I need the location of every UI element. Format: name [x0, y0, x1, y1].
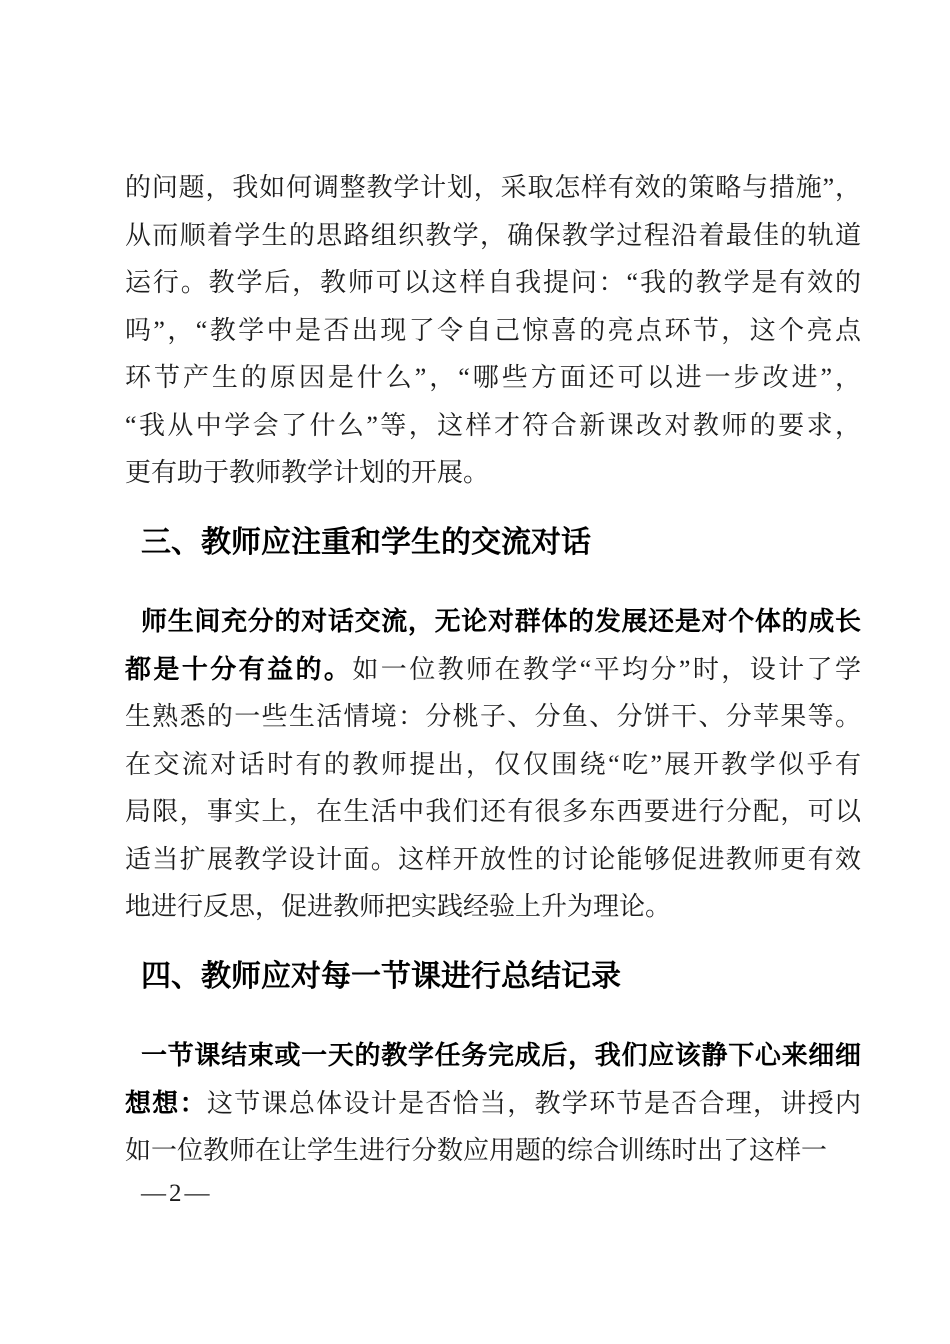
- body-text: 在交流对话时有的教师提出，仅仅围绕“吃”展开教学似乎有: [125, 749, 861, 779]
- section-heading: 四、教师应对每一节课进行总结记录: [141, 959, 621, 993]
- text-line: [125, 741, 861, 789]
- body-text: 生熟悉的一些生活情境：分桃子、分鱼、分饼干、分苹果等。: [125, 702, 861, 731]
- text-line: [125, 449, 861, 497]
- text-line: [125, 1032, 861, 1080]
- body-text: 局限，事实上，在生活中我们还有很多东西要进行分配，可以: [125, 797, 861, 826]
- text-line: [125, 259, 861, 307]
- paragraph: [125, 164, 861, 497]
- text-line: [125, 164, 861, 212]
- emphasis-text: 想想：: [125, 1087, 207, 1118]
- text-line: [125, 354, 861, 402]
- section-heading: 三、教师应注重和学生的交流对话: [141, 525, 591, 559]
- paragraph: [125, 1032, 861, 1175]
- paragraph: [125, 598, 861, 931]
- body-text: 运行。教学后，教师可以这样自我提问：“我的教学是有效的: [125, 268, 861, 297]
- text-line: [125, 212, 861, 260]
- document-content: [125, 164, 861, 1213]
- emphasis-text: 师生间充分的对话交流，无论对群体的发展还是对个体的成长: [141, 606, 861, 636]
- body-text: 地进行反思，促进教师把实践经验上升为理论。: [125, 892, 672, 921]
- body-text: 更有助于教师教学计划的开展。: [125, 458, 490, 487]
- text-line: [125, 883, 861, 931]
- text-line: [125, 693, 861, 741]
- text-line: [125, 1127, 861, 1175]
- body-text: 环节产生的原因是什么”，“哪些方面还可以进一步改进”，: [125, 363, 861, 392]
- emphasis-text: 一节课结束或一天的教学任务完成后，我们应该静下心来细细: [141, 1040, 861, 1070]
- body-text: 如一位教师在教学“平均分”时，设计了学: [352, 654, 861, 684]
- text-line: [125, 1080, 861, 1128]
- page-number: —2—: [141, 1179, 213, 1207]
- text-line: [125, 598, 861, 646]
- body-text: 如一位教师在让学生进行分数应用题的综合训练时出了这样一: [125, 1136, 828, 1165]
- text-line: [125, 402, 861, 450]
- text-line: [125, 836, 861, 884]
- body-text: “我从中学会了什么”等，这样才符合新课改对教师的要求，: [125, 410, 861, 440]
- body-text: 从而顺着学生的思路组织教学，确保教学过程沿着最佳的轨道: [125, 220, 861, 250]
- body-text: 适当扩展教学设计面。这样开放性的讨论能够促进教师更有效: [125, 844, 861, 874]
- body-text: 这节课总体设计是否恰当，教学环节是否合理，讲授内: [206, 1088, 861, 1118]
- text-line: [125, 788, 861, 836]
- body-text: 的问题，我如何调整教学计划，采取怎样有效的策略与措施”，: [125, 173, 861, 202]
- emphasis-text: 都是十分有益的。: [125, 653, 353, 684]
- body-text: 吗”，“教学中是否出现了令自己惊喜的亮点环节，这个亮点: [125, 315, 861, 345]
- text-line: [125, 646, 861, 694]
- text-line: [125, 307, 861, 355]
